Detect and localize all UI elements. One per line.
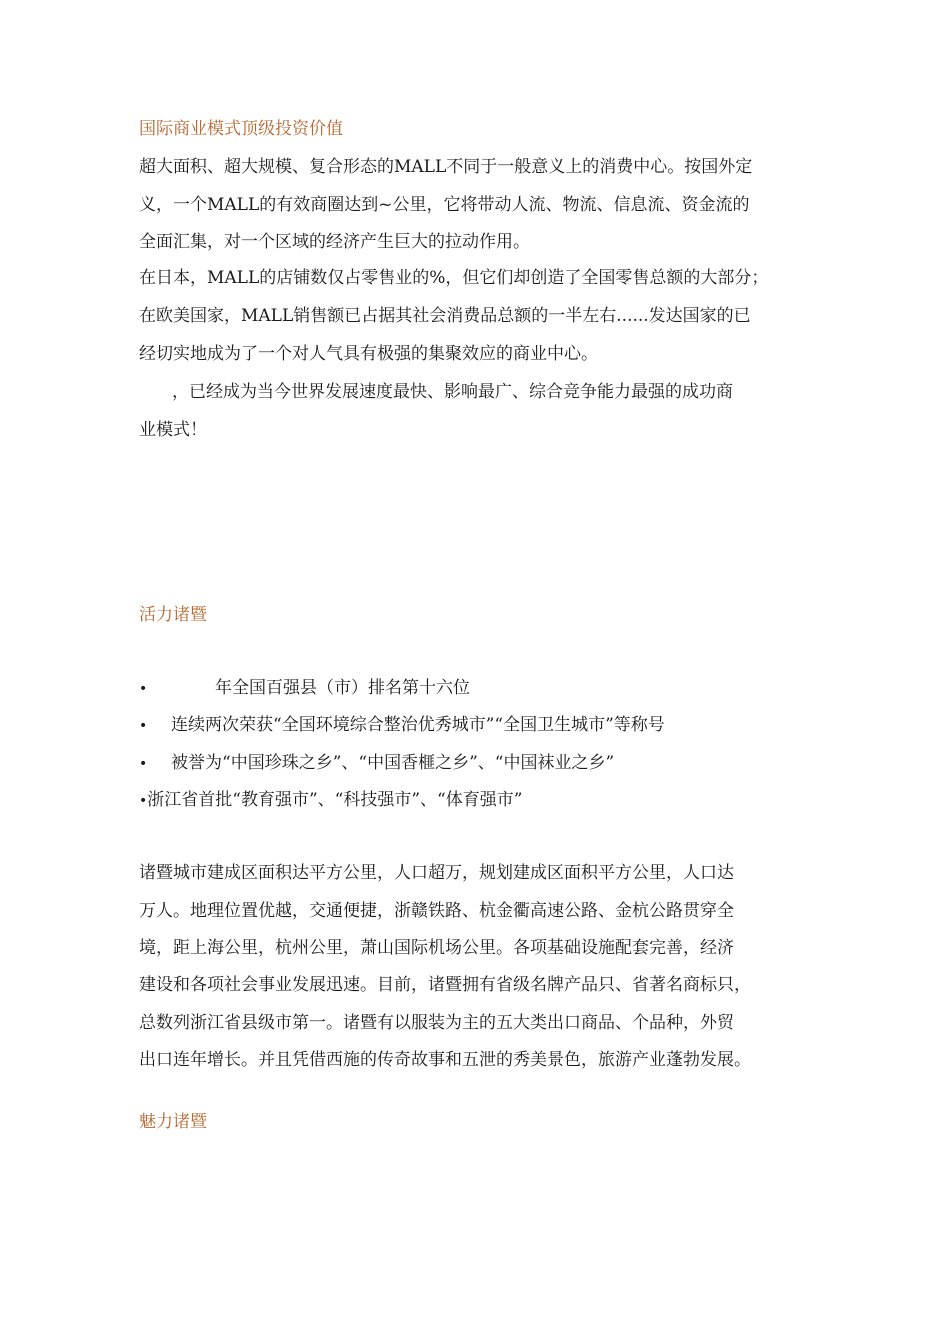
paragraph-line: 在欧美国家，MALL销售额已占据其社会消费品总额的一半左右......发达国家的已 [139, 306, 751, 326]
bullet-text: 年全国百强县（市）排名第十六位 [215, 678, 470, 698]
section-heading-vitality-zhuji: 活力诸暨 [139, 605, 207, 625]
bullet-icon: • [139, 793, 148, 809]
bullet-item [139, 790, 522, 811]
bullet-item [139, 715, 665, 736]
bullet-item [139, 753, 614, 774]
paragraph-line: 万人。地理位置优越，交通便捷，浙赣铁路、杭金衢高速公路、金杭公路贯穿全 [139, 901, 734, 921]
section-heading-investment-value: 国际商业模式顶级投资价值 [139, 119, 343, 139]
bullet-item [139, 678, 470, 699]
paragraph-line: 出口连年增长。并且凭借西施的传奇故事和五泄的秀美景色，旅游产业蓬勃发展。 [139, 1050, 751, 1070]
paragraph-line: 超大面积、超大规模、复合形态的MALL不同于一般意义上的消费中心。按国外定 [139, 157, 753, 177]
bullet-text: 浙江省首批“教育强市”、“科技强市”、“体育强市” [147, 790, 523, 810]
paragraph-line: 建设和各项社会事业发展迅速。目前，诸暨拥有省级名牌产品只、省著名商标只， [139, 975, 751, 995]
paragraph-line: 在日本，MALL的店铺数仅占零售业的%，但它们却创造了全国零售总额的大部分； [139, 268, 769, 288]
paragraph-line: 境，距上海公里，杭州公里，萧山国际机场公里。各项基础设施配套完善，经济 [139, 938, 734, 958]
paragraph-line: 诸暨城市建成区面积达平方公里，人口超万，规划建成区面积平方公里，人口达 [139, 863, 734, 883]
paragraph-line: 全面汇集，对一个区域的经济产生巨大的拉动作用。 [139, 232, 530, 252]
paragraph-line-indented: ，已经成为当今世界发展速度最快、影响最广、综合竞争能力最强的成功商 [172, 382, 733, 402]
section-heading-charm-zhuji: 魅力诸暨 [139, 1112, 207, 1132]
bullet-text: 被誉为“中国珍珠之乡”、“中国香榧之乡”、“中国袜业之乡” [171, 753, 615, 773]
paragraph-line: 经切实地成为了一个对人气具有极强的集聚效应的商业中心。 [139, 344, 598, 364]
bullet-text: 连续两次荣获“全国环境综合整治优秀城市”“全国卫生城市”等称号 [171, 715, 665, 735]
bullet-icon: • [139, 681, 148, 697]
paragraph-line: 总数列浙江省县级市第一。诸暨有以服装为主的五大类出口商品、个品种，外贸 [139, 1013, 734, 1033]
bullet-icon: • [139, 756, 148, 772]
paragraph-line: 义，一个MALL的有效商圈达到~公里，它将带动人流、物流、信息流、资金流的 [139, 195, 750, 215]
paragraph-line: 业模式！ [139, 420, 207, 440]
bullet-icon: • [139, 718, 148, 734]
